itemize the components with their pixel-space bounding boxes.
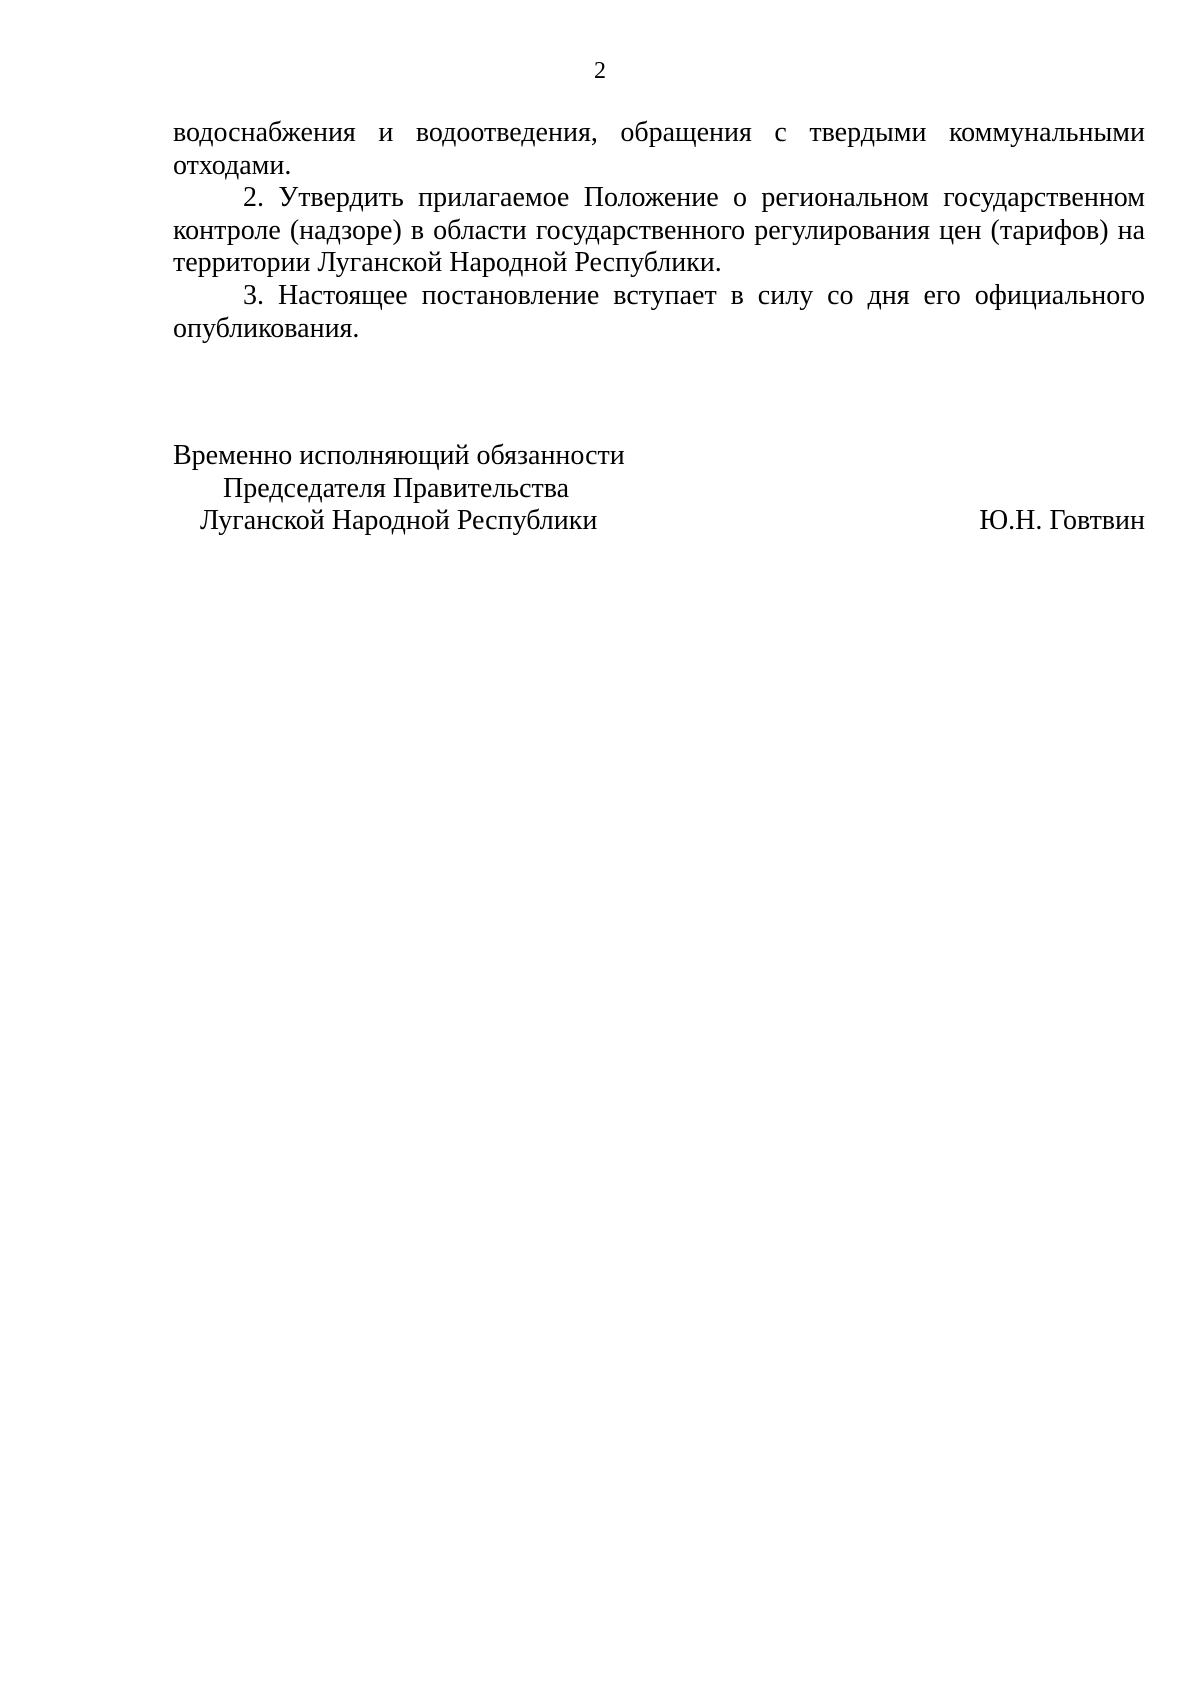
paragraph-item-2: 2. Утвердить прилагаемое Положение о региональном государственном контроле (надзоре) в области государственного регулирования цен (тарифов) на территории Луганской Народной Республики. bbox=[173, 182, 1145, 279]
paragraph-continuation: водоснабжения и водоотведения, обращения с твердыми коммунальными отходами. bbox=[173, 117, 1145, 181]
signer-position-line-2: Председателя Правительства bbox=[223, 472, 570, 504]
signer-position-line-1: Временно исполняющий обязанности bbox=[173, 440, 625, 471]
document-body bbox=[173, 117, 1145, 345]
page-number: 2 bbox=[594, 58, 606, 84]
paragraph-item-3: 3. Настоящее постановление вступает в силу со дня его официального опубликования. bbox=[173, 279, 1145, 344]
signer-name: Ю.Н. Говтвин bbox=[979, 505, 1145, 536]
signer-position-line-3: Луганской Народной Республики bbox=[200, 505, 598, 537]
signature-block bbox=[173, 440, 1145, 538]
